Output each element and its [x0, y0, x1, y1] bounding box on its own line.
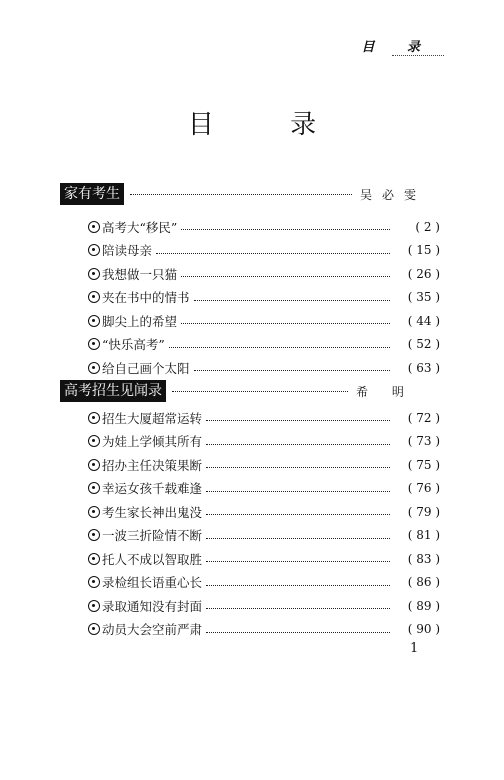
- circle-dot-icon: [88, 362, 100, 374]
- circle-dot-icon: [88, 506, 100, 518]
- entry-title: 陪读母亲: [102, 243, 153, 259]
- entry-page: ( 2 ): [415, 219, 440, 234]
- entry-title: 幸运女孩千载难逢: [102, 481, 203, 497]
- entry-title: 脚尖上的希望: [102, 313, 178, 329]
- leader-dots: [206, 608, 390, 609]
- section-heading-2: [60, 380, 450, 402]
- circle-dot-icon: [88, 529, 100, 541]
- toc-entry[interactable]: [88, 430, 440, 454]
- toc-entry[interactable]: [88, 309, 440, 333]
- entry-title: 为娃上学倾其所有: [102, 434, 203, 450]
- toc-entry[interactable]: [88, 239, 440, 263]
- entry-page: ( 90 ): [407, 622, 440, 637]
- entry-page: ( 76 ): [407, 481, 440, 496]
- entry-title: 给自己画个太阳: [102, 360, 190, 376]
- toc-entry[interactable]: [88, 524, 440, 548]
- circle-dot-icon: [88, 268, 100, 280]
- entry-title: 托人不成以智取胜: [102, 551, 203, 567]
- section-author: 吴必雯: [360, 187, 427, 202]
- toc-entry[interactable]: [88, 262, 440, 286]
- running-head: 目 录: [361, 40, 434, 55]
- leader-dots: [206, 444, 390, 445]
- section-heading-1: [60, 183, 450, 205]
- leader-dots: [181, 276, 390, 277]
- entry-title: 考生家长神出鬼没: [102, 504, 203, 520]
- toc-entry[interactable]: [88, 453, 440, 477]
- entry-title: 动员大会空前严肃: [102, 622, 203, 638]
- entry-page: ( 63 ): [407, 360, 440, 375]
- page-title: 目 录: [187, 110, 351, 140]
- page-number: 1: [410, 641, 419, 656]
- leader-dots: [206, 561, 390, 562]
- circle-dot-icon: [88, 623, 100, 635]
- leader-dots: [194, 300, 390, 301]
- leader-dots: [206, 632, 390, 633]
- toc-entry[interactable]: [88, 571, 440, 595]
- circle-dot-icon: [88, 600, 100, 612]
- entry-page: ( 75 ): [407, 457, 440, 472]
- leader-dots: [206, 491, 390, 492]
- toc-entry[interactable]: [88, 406, 440, 430]
- entry-page: ( 15 ): [407, 243, 440, 258]
- entry-page: ( 52 ): [407, 337, 440, 352]
- circle-dot-icon: [88, 315, 100, 327]
- entry-page: ( 73 ): [407, 434, 440, 449]
- circle-dot-icon: [88, 435, 100, 447]
- entry-page: ( 26 ): [407, 266, 440, 281]
- entry-page: ( 44 ): [407, 313, 440, 328]
- leader-dots: [194, 370, 390, 371]
- toc-entry[interactable]: [88, 500, 440, 524]
- entry-title: 一波三折险情不断: [102, 528, 203, 544]
- circle-dot-icon: [88, 244, 100, 256]
- toc-entry[interactable]: [88, 477, 440, 501]
- circle-dot-icon: [88, 576, 100, 588]
- entry-page: ( 83 ): [407, 551, 440, 566]
- leader-dots: [156, 253, 390, 254]
- entry-page: ( 79 ): [407, 504, 440, 519]
- leader-dots: [206, 538, 390, 539]
- leader-dots: [172, 391, 348, 392]
- entry-title: 招办主任决策果断: [102, 457, 203, 473]
- leader-dots: [206, 420, 390, 421]
- entry-page: ( 89 ): [407, 598, 440, 613]
- leader-dots: [181, 229, 390, 230]
- toc-entry[interactable]: [88, 333, 440, 357]
- circle-dot-icon: [88, 338, 100, 350]
- entry-page: ( 72 ): [407, 410, 440, 425]
- section-title: 高考招生见闻录: [60, 380, 166, 402]
- leader-dots: [130, 194, 352, 195]
- section-author: 希 明: [356, 384, 414, 399]
- entry-title: 录检组长语重心长: [102, 575, 203, 591]
- toc-entry[interactable]: [88, 594, 440, 618]
- toc-entry[interactable]: [88, 215, 440, 239]
- circle-dot-icon: [88, 553, 100, 565]
- leader-dots: [169, 347, 390, 348]
- entry-title: 我想做一只猫: [102, 266, 178, 282]
- entry-title: 招生大厦超常运转: [102, 410, 203, 426]
- entry-page: ( 81 ): [407, 528, 440, 543]
- toc-entry[interactable]: [88, 618, 440, 642]
- entry-page: ( 35 ): [407, 290, 440, 305]
- circle-dot-icon: [88, 291, 100, 303]
- entry-title: 录取通知没有封面: [102, 598, 203, 614]
- circle-dot-icon: [88, 482, 100, 494]
- leader-dots: [181, 323, 390, 324]
- entry-title: 夹在书中的情书: [102, 290, 190, 306]
- circle-dot-icon: [88, 221, 100, 233]
- entry-title: “快乐高考”: [102, 337, 165, 353]
- section-title: 家有考生: [60, 183, 124, 205]
- toc-entry[interactable]: [88, 547, 440, 571]
- circle-dot-icon: [88, 412, 100, 424]
- leader-dots: [206, 585, 390, 586]
- circle-dot-icon: [88, 459, 100, 471]
- toc-entry[interactable]: [88, 286, 440, 310]
- entry-page: ( 86 ): [407, 575, 440, 590]
- leader-dots: [206, 467, 390, 468]
- section-1-entries: [88, 215, 440, 380]
- running-head-rule: [392, 55, 444, 56]
- entry-title: 高考大“移民”: [102, 219, 178, 235]
- leader-dots: [206, 514, 390, 515]
- section-2-entries: [88, 406, 440, 641]
- toc-entry[interactable]: [88, 356, 440, 380]
